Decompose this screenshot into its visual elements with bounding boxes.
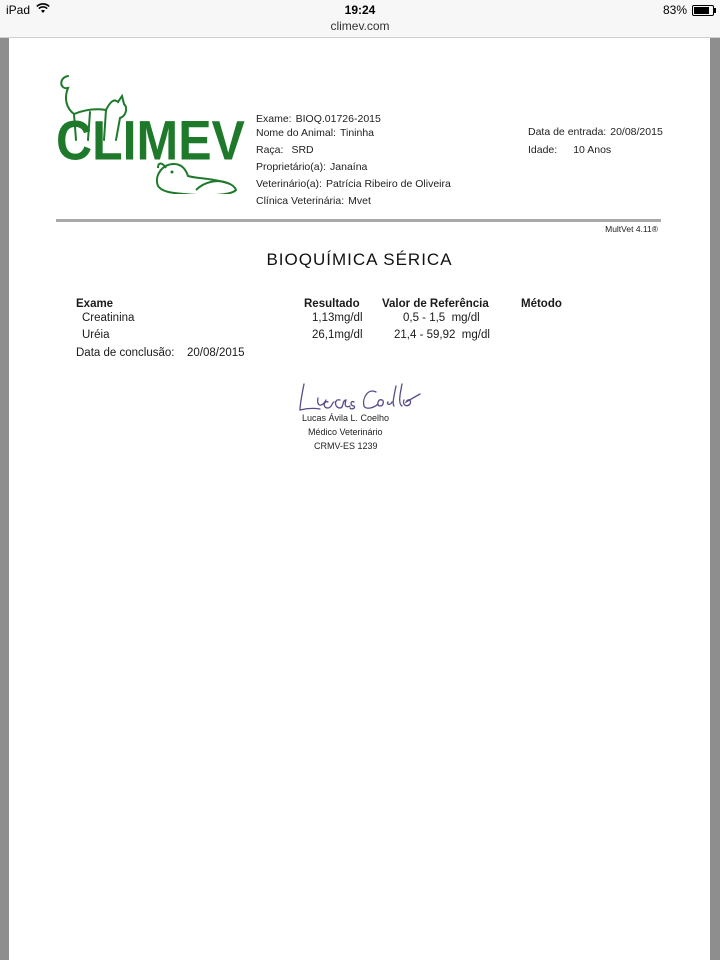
table-row-exame: Creatinina [82,312,135,324]
battery-icon [692,5,714,16]
document-page [9,38,710,960]
software-version: MultVet 4.11® [605,224,658,234]
climev-logo-text: CLIMEV [56,109,245,172]
animal-label: Nome do Animal: [256,127,336,139]
address-bar[interactable] [0,17,720,38]
proprietario-value: Janaína [330,161,368,173]
signature-name: Lucas Ávila L. Coelho [302,413,390,423]
clinica-value: Mvet [348,195,371,207]
status-right [663,3,714,17]
conclusao-value: 20/08/2015 [187,347,245,359]
exame-label: Exame: [256,113,292,125]
signature-role: Médico Veterinário [308,427,383,437]
exame-value: BIOQ.01726-2015 [295,113,381,125]
signature-crmv: CRMV-ES 1239 [314,441,378,451]
table-row-exame: Uréia [82,329,110,341]
veterinario-value: Patrícia Ribeiro de Oliveira [325,178,451,190]
animal-field [256,127,374,139]
idade-value: 10 Anos [573,144,612,156]
table-row-resultado: 26,1mg/dl [312,329,363,341]
conclusao-label: Data de conclusão: [76,347,175,359]
clinica-field [256,195,371,207]
col-header-resultado: Resultado [304,298,360,310]
table-row-referencia: 0,5 - 1,5 mg/dl [403,312,480,324]
header-divider [56,219,661,222]
animal-value: Tininha [339,127,375,139]
table-row-referencia: 21,4 - 59,92 mg/dl [394,329,490,341]
col-header-exame: Exame [76,298,114,310]
raca-label: Raça: [256,144,284,156]
entrada-label: Data de entrada: [528,126,607,138]
entrada-field [528,126,663,138]
status-time: 19:24 [344,3,376,17]
exame-field [256,113,381,125]
device-name: iPad [6,3,31,17]
raca-value: SRD [291,144,314,156]
battery-percent: 83% [662,3,687,17]
idade-field [528,144,611,156]
url-text[interactable]: climev.com [330,19,390,33]
col-header-referencia: Valor de Referência [382,298,489,310]
entrada-value: 20/08/2015 [610,126,663,138]
table-row-resultado: 1,13mg/dl [312,312,363,324]
proprietario-field [256,161,367,173]
proprietario-label: Proprietário(a): [256,161,327,173]
col-header-metodo: Método [521,298,562,310]
signature-icon [296,378,426,418]
report-title: BIOQUÍMICA SÉRICA [266,250,453,269]
clinica-label: Clínica Veterinária: [256,195,345,207]
idade-label: Idade: [528,144,558,156]
veterinario-label: Veterinário(a): [256,178,322,190]
raca-field [256,144,314,156]
veterinario-field [256,178,451,190]
